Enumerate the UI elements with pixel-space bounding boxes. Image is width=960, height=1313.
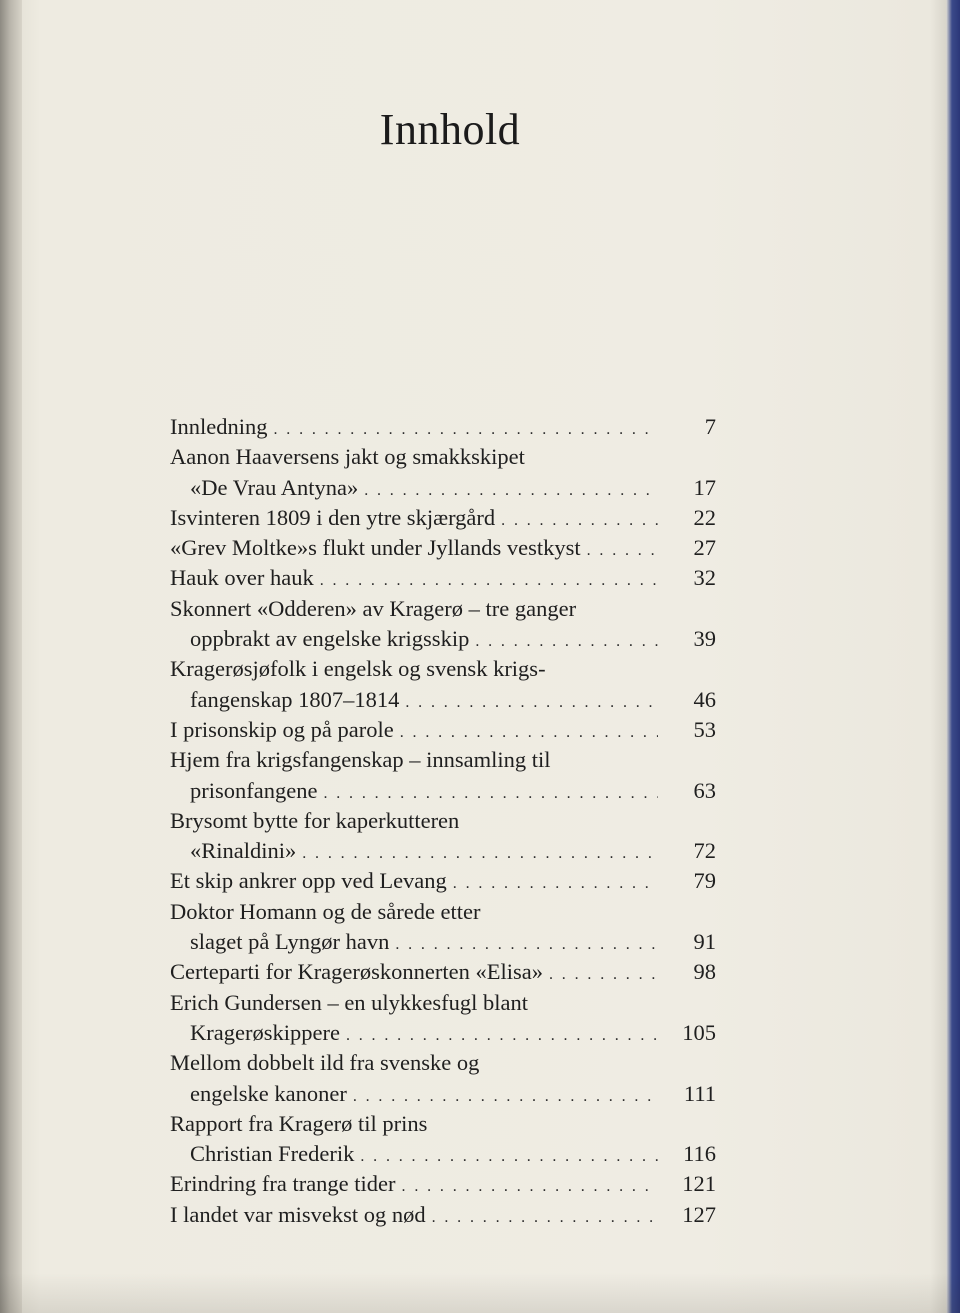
toc-entry[interactable] [170, 1048, 718, 1109]
toc-page-number: 17 [693, 474, 716, 500]
dot-leader [400, 718, 658, 748]
toc-entry[interactable] [170, 442, 718, 503]
toc-entry-title: oppbrakt av engelske krigsskip [190, 626, 470, 652]
toc-page-number: 127 [682, 1201, 716, 1227]
toc-page-number: 79 [693, 868, 716, 894]
toc-page-number: 39 [693, 626, 716, 652]
toc-entry-continuation [170, 927, 718, 957]
toc-entry-line [170, 412, 718, 442]
toc-entry-line [170, 442, 718, 472]
toc-entry[interactable] [170, 897, 718, 958]
toc-entry-title: Kragerøsjøfolk i engelsk og svensk krigs- [170, 656, 546, 682]
toc-entry-line [170, 988, 718, 1018]
dot-leader [501, 506, 658, 536]
toc-entry-line [170, 503, 718, 533]
toc-entry-continuation [170, 1018, 718, 1048]
toc-entry-title: Certeparti for Kragerøskonnerten «Elisa» [170, 959, 543, 985]
toc-entry-title: «Grev Moltke»s flukt under Jyllands vestkyst [170, 535, 581, 561]
table-of-contents [170, 412, 718, 1230]
toc-page-number: 46 [693, 686, 716, 712]
toc-entry[interactable] [170, 806, 718, 867]
dot-leader [432, 1203, 658, 1233]
toc-page-number: 105 [682, 1019, 716, 1045]
toc-entry[interactable] [170, 594, 718, 655]
toc-entry-title: Hjem fra krigsfangenskap – innsamling til [170, 747, 551, 773]
toc-entry[interactable] [170, 988, 718, 1049]
book-cover-edge [946, 0, 960, 1313]
toc-entry[interactable] [170, 1200, 718, 1230]
toc-entry-line [170, 654, 718, 684]
dot-leader [302, 839, 658, 869]
toc-entry-line [170, 866, 718, 896]
toc-entry-title: Innledning [170, 414, 268, 439]
toc-entry[interactable] [170, 412, 718, 442]
dot-leader [273, 415, 658, 445]
dot-leader [395, 930, 658, 960]
dot-leader [364, 476, 658, 506]
dot-leader [346, 1021, 658, 1051]
toc-page-number: 22 [693, 504, 716, 530]
toc-page-number: 32 [693, 565, 716, 591]
toc-entry-title: Doktor Homann og de sårede etter [170, 898, 481, 924]
dot-leader [402, 1172, 658, 1202]
toc-entry-line [170, 897, 718, 927]
toc-entry-title: Hauk over hauk [170, 565, 314, 591]
toc-entry[interactable] [170, 866, 718, 896]
toc-entry[interactable] [170, 715, 718, 745]
toc-entry-title: slaget på Lyngør havn [190, 929, 390, 955]
toc-entry-line [170, 1048, 718, 1078]
toc-entry-continuation [170, 836, 718, 866]
toc-entry[interactable] [170, 654, 718, 715]
toc-entry-continuation [170, 1079, 718, 1109]
toc-entry-title: fangenskap 1807–1814 [190, 686, 400, 712]
toc-entry[interactable] [170, 745, 718, 806]
toc-page-number: 27 [693, 535, 716, 561]
toc-entry-line [170, 563, 718, 593]
toc-entry[interactable] [170, 533, 718, 563]
toc-entry-title: engelske kanoner [190, 1080, 347, 1106]
toc-entry-line [170, 533, 718, 563]
toc-entry-continuation [170, 685, 718, 715]
toc-page-number: 91 [693, 929, 716, 955]
toc-entry-line [170, 1109, 718, 1139]
toc-entry-title: Skonnert «Odderen» av Kragerø – tre ganger [170, 595, 577, 621]
toc-entry-title: I prisonskip og på parole [170, 716, 394, 742]
page-title: Innhold [379, 105, 521, 154]
toc-entry-line [170, 745, 718, 775]
toc-entry-title: Et skip ankrer opp ved Levang [170, 868, 447, 894]
dot-leader [587, 536, 658, 566]
toc-entry-title: Kragerøskippere [190, 1019, 340, 1045]
toc-entry[interactable] [170, 957, 718, 987]
toc-entry-title: «Rinaldini» [190, 838, 297, 864]
toc-entry-title: «De Vrau Antyna» [190, 474, 359, 500]
toc-entry-line [170, 594, 718, 624]
toc-entry[interactable] [170, 563, 718, 593]
toc-entry-title: Aanon Haaversens jakt og smakkskipet [170, 444, 525, 470]
toc-page-number: 116 [683, 1141, 716, 1167]
dot-leader [323, 779, 658, 809]
toc-entry-title: prisonfangene [190, 777, 318, 803]
toc-entry-continuation [170, 776, 718, 806]
dot-leader [549, 960, 658, 990]
toc-page-number: 63 [693, 777, 716, 803]
toc-entry-title: Brysomt bytte for kaperkutteren [170, 807, 460, 833]
toc-entry-title: I landet var misvekst og nød [170, 1201, 426, 1227]
toc-page-number: 98 [693, 959, 716, 985]
toc-entry-line [170, 957, 718, 987]
page-shadow [0, 1273, 960, 1313]
toc-entry[interactable] [170, 1109, 718, 1170]
dot-leader [360, 1142, 658, 1172]
dot-leader [453, 869, 658, 899]
toc-entry-line [170, 806, 718, 836]
toc-entry-line [170, 715, 718, 745]
dot-leader [405, 688, 658, 718]
toc-entry[interactable] [170, 1169, 718, 1199]
toc-entry[interactable] [170, 503, 718, 533]
toc-page-number: 121 [682, 1171, 716, 1197]
toc-entry-title: Mellom dobbelt ild fra svenske og [170, 1050, 480, 1076]
dot-leader [353, 1082, 658, 1112]
dot-leader [320, 566, 658, 596]
toc-entry-line [170, 1169, 718, 1199]
toc-page-number: 7 [704, 414, 716, 439]
toc-entry-continuation [170, 1139, 718, 1169]
toc-entry-title: Isvinteren 1809 i den ytre skjærgård [170, 504, 496, 530]
toc-entry-line [170, 1200, 718, 1230]
toc-entry-title: Erich Gundersen – en ulykkesfugl blant [170, 989, 529, 1015]
toc-page-number: 111 [683, 1080, 716, 1106]
toc-entry-continuation [170, 624, 718, 654]
dot-leader [475, 627, 658, 657]
toc-entry-continuation [170, 473, 718, 503]
toc-page-number: 53 [693, 716, 716, 742]
toc-entry-title: Christian Frederik [190, 1141, 355, 1167]
toc-entry-title: Erindring fra trange tider [170, 1171, 396, 1197]
book-spine-shadow [0, 0, 22, 1313]
toc-page-number: 72 [693, 838, 716, 864]
toc-entry-title: Rapport fra Kragerø til prins [170, 1110, 428, 1136]
